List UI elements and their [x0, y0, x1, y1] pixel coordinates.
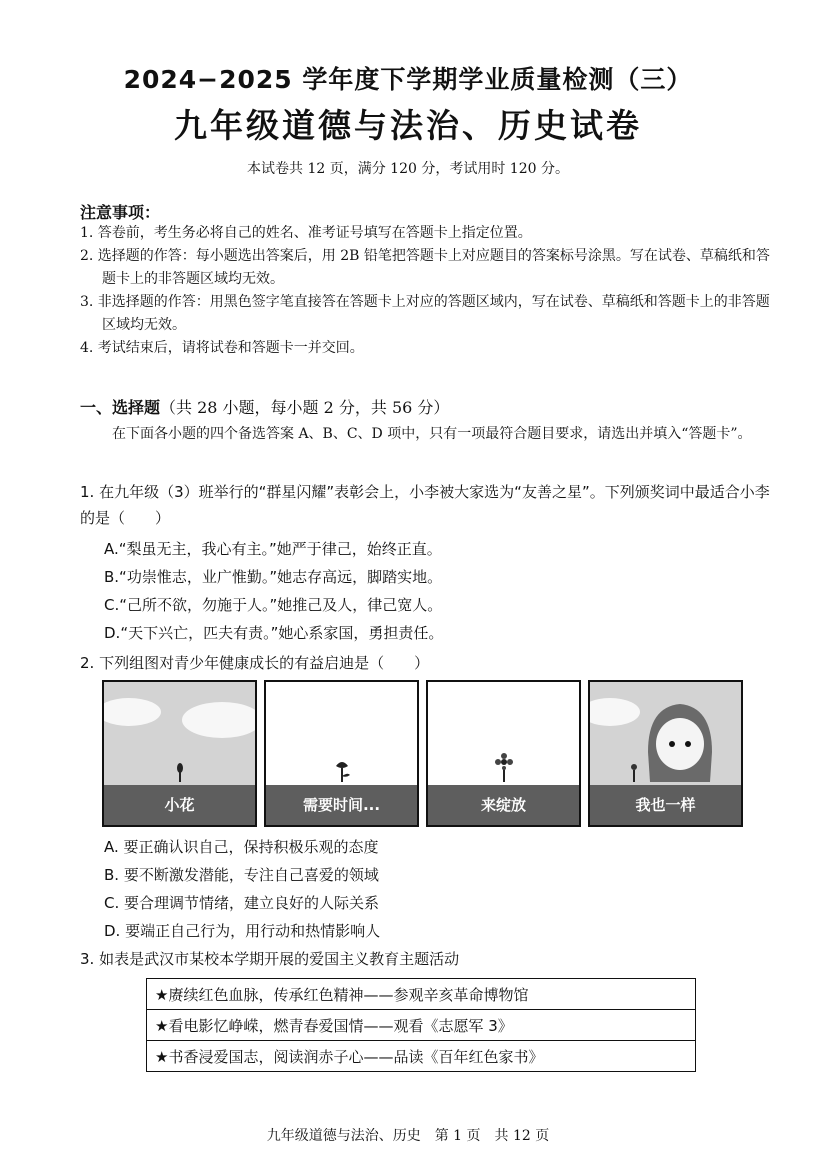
- cloud-scene-icon: [104, 682, 257, 792]
- table-cell: ★赓续红色血脉，传承红色精神——参观辛亥革命博物馆: [147, 979, 696, 1010]
- section-description: 在下面各小题的四个备选答案 A、B、C、D 项中，只有一项最符合题目要求，请选出并填入“答题卡”。: [112, 426, 752, 442]
- activity-table: [146, 978, 696, 1072]
- question-1-option-b: B.“功崇惟志，业广惟勤。”她志存高远，脚踏实地。: [104, 568, 443, 586]
- comic-caption: 我也一样: [590, 785, 741, 825]
- section-title-rest: （共 28 小题，每小题 2 分，共 56 分）: [160, 398, 450, 417]
- sprout-icon: [266, 682, 419, 792]
- comic-panel: [426, 680, 581, 827]
- notes-list: [80, 222, 770, 360]
- flower-icon: [428, 682, 581, 792]
- question-1-option-a: A.“梨虽无主，我心有主。”她严于律己，始终正直。: [104, 540, 442, 558]
- exam-title-line1: 2024−2025 学年度下学期学业质量检测（三）: [123, 65, 693, 94]
- page-footer: 九年级道德与法治、历史 第 1 页 共 12 页: [266, 1128, 550, 1144]
- question-1-option-c: C.“己所不欲，勿施于人。”她推己及人，律己宽人。: [104, 596, 443, 614]
- comic-panel: [102, 680, 257, 827]
- notes-item: 1. 答卷前，考生务必将自己的姓名、准考证号填写在答题卡上指定位置。: [80, 225, 532, 241]
- question-2-option-c: C. 要合理调节情绪，建立良好的人际关系: [104, 894, 380, 912]
- question-2-option-b: B. 要不断激发潜能，专注自己喜爱的领域: [104, 866, 379, 884]
- exam-info: 本试卷共 12 页，满分 120 分，考试用时 120 分。: [247, 161, 569, 177]
- girl-icon: [590, 682, 743, 792]
- comic-caption: 小花: [104, 785, 255, 825]
- table-cell: ★看电影忆峥嵘，燃青春爱国情——观看《志愿军 3》: [147, 1010, 696, 1041]
- table-cell: ★书香浸爱国志，阅读润赤子心——品读《百年红色家书》: [147, 1041, 696, 1072]
- comic-panel: [264, 680, 419, 827]
- question-1-option-d: D.“天下兴亡，匹夫有责。”她心系家国，勇担责任。: [104, 624, 444, 642]
- comic-caption: 来绽放: [428, 785, 579, 825]
- notes-item: 2. 选择题的作答：每小题选出答案后，用 2B 铅笔把答题卡上对应题目的答案标号涂黑。写在试卷、草稿纸和答题卡上的非答题区域均无效。: [80, 248, 770, 287]
- question-2-option-a: A. 要正确认识自己，保持积极乐观的态度: [104, 838, 379, 856]
- question-2-stem: 2. 下列组图对青少年健康成长的有益启迪是（ ）: [80, 654, 430, 672]
- question-3-stem: 3. 如表是武汉市某校本学期开展的爱国主义教育主题活动: [80, 950, 460, 968]
- notes-item: 3. 非选择题的作答：用黑色签字笔直接答在答题卡上对应的答题区域内，写在试卷、草稿纸和答题卡上的非答题区域均无效。: [80, 294, 770, 333]
- notes-item: 4. 考试结束后，请将试卷和答题卡一并交回。: [80, 340, 364, 356]
- comic-panel: [588, 680, 743, 827]
- exam-title-line2: 九年级道德与法治、历史试卷: [174, 106, 642, 145]
- question-1-stem: 1. 在九年级（3）班举行的“群星闪耀”表彰会上，小李被大家选为“友善之星”。下列颁奖词中最适合小李的是（ ）: [80, 483, 770, 527]
- table-row: [147, 1041, 696, 1072]
- question-2-option-d: D. 要端正自己行为，用行动和热情影响人: [104, 922, 381, 940]
- notes-title: 注意事项：: [80, 203, 161, 222]
- table-row: [147, 1010, 696, 1041]
- section-title: [80, 395, 449, 418]
- table-row: [147, 979, 696, 1010]
- comic-caption: 需要时间...: [266, 785, 417, 825]
- section-title-bold: 一、选择题: [80, 398, 161, 417]
